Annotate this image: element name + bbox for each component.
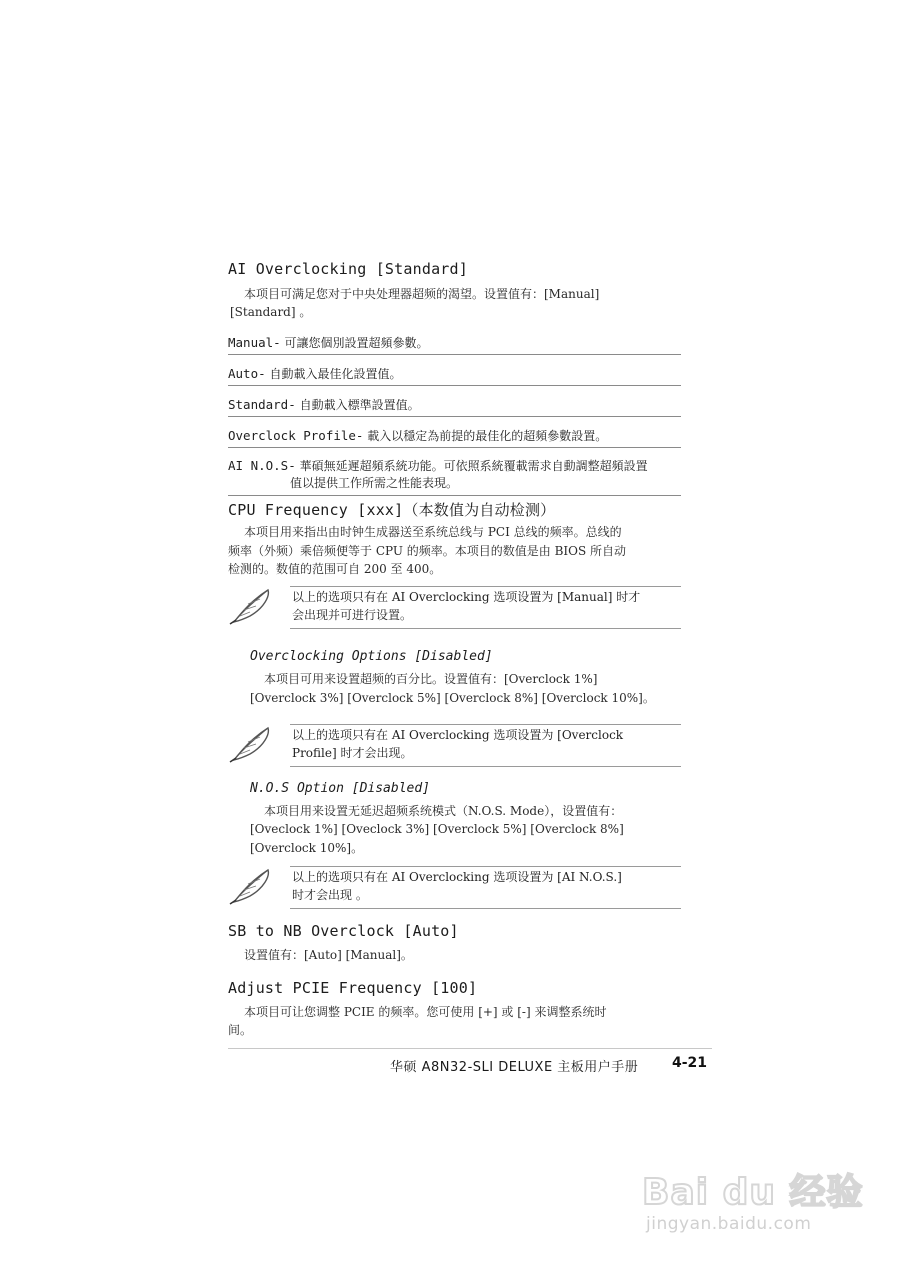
option-text: 自動載入標準設置值。 — [299, 398, 420, 412]
footer-divider — [228, 1048, 712, 1049]
option-key: Overclock Profile- — [228, 428, 364, 443]
feather-quill-icon — [228, 586, 276, 626]
option-row-auto — [228, 365, 681, 386]
nos-option-desc-1: 本项目用来设置无延迟超频系统模式（N.O.S. Mode），设置值有： — [264, 804, 623, 818]
option-key: Auto- — [228, 366, 266, 381]
option-row-ai-nos — [228, 457, 681, 496]
section-title-cpu-frequency: CPU Frequency [xxx]（本数值为自动检测） — [228, 501, 556, 519]
note-text-1: 以上的选项只有在 AI Overclocking 选项设置为 [AI N.O.S.] — [292, 870, 622, 884]
note-text-2: 时才会出现 。 — [292, 888, 368, 902]
overclocking-options-desc-2: [Overclock 3%] [Overclock 5%] [Overclock 8%] [Overclock 10%]。 — [250, 691, 655, 705]
option-text: 可讓您個別設置超頻參數。 — [284, 336, 429, 350]
option-text-cont: 值以提供工作所需之性能表現。 — [290, 476, 459, 490]
feather-quill-icon — [228, 724, 276, 764]
watermark-logo: Bai du 经验 — [642, 1172, 864, 1213]
pcie-desc-2: 间。 — [228, 1023, 253, 1037]
option-text: 華碩無延遲超頻系統功能。可依照系統覆載需求自動調整超頻設置 — [299, 459, 648, 473]
feather-quill-icon — [228, 866, 276, 906]
option-key: AI N.O.S- — [228, 458, 296, 473]
note-overclocking-options — [228, 722, 681, 768]
cpu-frequency-desc-2: 频率（外频）乘倍频便等于 CPU 的频率。本项目的数值是由 BIOS 所自动 — [228, 544, 627, 558]
ai-overclocking-desc-2: [Standard] 。 — [230, 305, 312, 319]
section-title-sb-nb: SB to NB Overclock [Auto] — [228, 922, 459, 940]
nos-option-desc-2: [Oveclock 1%] [Oveclock 3%] [Overclock 5%] [Overclock 8%] — [250, 822, 624, 836]
note-text-1: 以上的选项只有在 AI Overclocking 选项设置为 [Manual] 时才 — [292, 590, 641, 604]
option-key: Manual- — [228, 335, 281, 350]
option-key: Standard- — [228, 397, 296, 412]
sb-nb-desc-1: 设置值有：[Auto] [Manual]。 — [244, 948, 413, 962]
watermark-url: jingyan.baidu.com — [646, 1214, 812, 1234]
cpu-frequency-desc-1: 本项目用来指出由时钟生成器送至系统总线与 PCI 总线的频率。总线的 — [244, 525, 622, 539]
note-cpu-frequency — [228, 584, 681, 630]
note-nos-option — [228, 864, 681, 910]
note-text-2: Profile] 时才会出现。 — [292, 746, 413, 760]
note-text-1: 以上的选项只有在 AI Overclocking 选项设置为 [Overclock — [292, 728, 624, 742]
section-title-nos-option: N.O.S Option [Disabled] — [250, 781, 431, 796]
nos-option-desc-3: [Overclock 10%]。 — [250, 841, 364, 855]
note-text-2: 会出现并可进行设置。 — [292, 608, 413, 622]
footer-title: 华硕 A8N32-SLI DELUXE 主板用户手册 — [390, 1060, 639, 1075]
page-number: 4-21 — [672, 1055, 708, 1071]
option-row-standard — [228, 396, 681, 417]
overclocking-options-desc-1: 本项目可用来设置超频的百分比。设置值有：[Overclock 1%] — [264, 672, 598, 686]
option-row-manual — [228, 334, 681, 355]
option-text: 自動載入最佳化設置值。 — [269, 367, 402, 381]
section-title-ai-overclocking: AI Overclocking [Standard] — [228, 260, 468, 278]
section-title-pcie: Adjust PCIE Frequency [100] — [228, 979, 478, 997]
cpu-frequency-desc-3: 检测的。数值的范围可自 200 至 400。 — [228, 562, 442, 576]
option-row-overclock-profile — [228, 427, 681, 448]
section-title-overclocking-options: Overclocking Options [Disabled] — [250, 649, 493, 664]
option-text: 載入以穩定為前提的最佳化的超頻參數設置。 — [367, 429, 608, 443]
ai-overclocking-desc-1: 本项目可满足您对于中央处理器超频的渴望。设置值有：[Manual] — [244, 287, 600, 301]
pcie-desc-1: 本项目可让您调整 PCIE 的频率。您可使用 [+] 或 [-] 来调整系统时 — [244, 1005, 607, 1019]
